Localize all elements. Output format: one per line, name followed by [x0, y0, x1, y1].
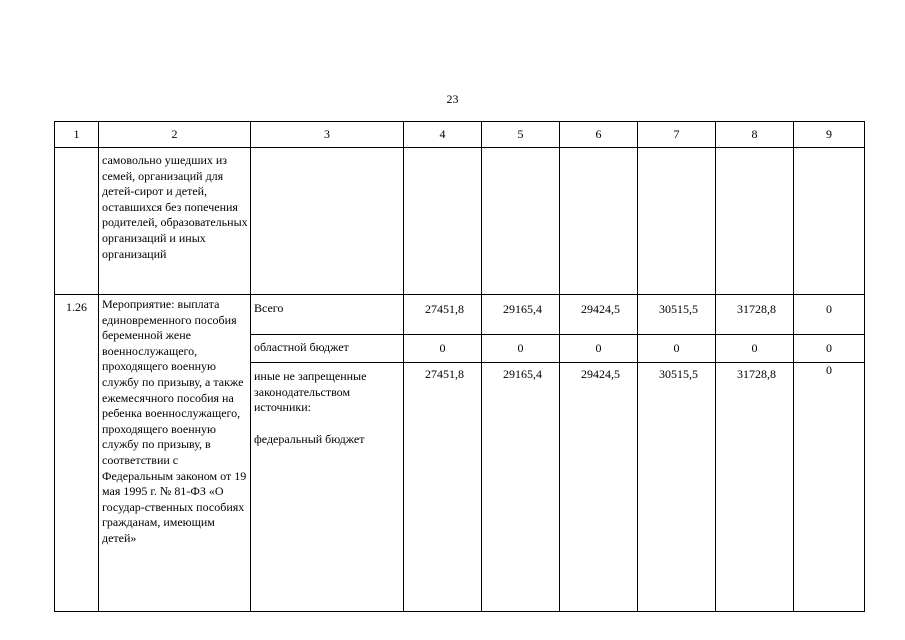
continuation-source-cell — [251, 148, 404, 295]
regional-value-col7: 0 — [638, 335, 716, 363]
continuation-description: самовольно ушедших из семей, организаций для детей-сирот и детей, оставшихся без попечения родителей, образовательных организаций и иных организаций — [99, 148, 251, 295]
total-value-col4: 27451,8 — [404, 295, 482, 335]
federal-value-col4: 27451,8 — [404, 363, 482, 612]
federal-value-col7: 30515,5 — [638, 363, 716, 612]
header-cell-8: 8 — [716, 122, 794, 148]
header-cell-7: 7 — [638, 122, 716, 148]
header-cell-5: 5 — [482, 122, 560, 148]
regional-value-col5: 0 — [482, 335, 560, 363]
item-number: 1.26 — [55, 295, 99, 612]
continuation-value-cell — [482, 148, 560, 295]
continuation-value-cell — [716, 148, 794, 295]
federal-budget-label: федеральный бюджет — [254, 431, 365, 446]
federal-value-col8: 31728,8 — [716, 363, 794, 612]
header-cell-1: 1 — [55, 122, 99, 148]
header-cell-2: 2 — [99, 122, 251, 148]
table-header-row — [55, 122, 865, 148]
regional-value-col9: 0 — [794, 335, 865, 363]
page-number: 23 — [446, 92, 459, 106]
regional-value-col6: 0 — [560, 335, 638, 363]
continuation-value-cell — [560, 148, 638, 295]
federal-value-col6: 29424,5 — [560, 363, 638, 612]
item-description: Мероприятие: выплата единовременного пособия беременной жене военнослужащего, проходящего военную службу по призыву, а также ежемесячного пособия на ребенка военнослужащего, проходящего военную службу по призыву, в соответствии с Федеральным законом от 19 мая 1995 г. № 81-ФЗ «О государ-ственных пособиях гражданам, имеющим детей» — [99, 295, 251, 612]
total-value-col9: 0 — [794, 295, 865, 335]
continuation-value-cell — [794, 148, 865, 295]
continuation-value-cell — [404, 148, 482, 295]
total-value-col6: 29424,5 — [560, 295, 638, 335]
header-cell-4: 4 — [404, 122, 482, 148]
source-regional-label: областной бюджет — [251, 335, 404, 363]
continuation-number-cell — [55, 148, 99, 295]
table-row-total — [55, 295, 865, 335]
header-cell-3: 3 — [251, 122, 404, 148]
source-other-cell — [251, 363, 404, 612]
total-value-col5: 29165,4 — [482, 295, 560, 335]
federal-value-col9: 0 — [794, 363, 865, 612]
federal-value-col5: 29165,4 — [482, 363, 560, 612]
header-cell-9: 9 — [794, 122, 865, 148]
header-cell-6: 6 — [560, 122, 638, 148]
source-total-label: Всего — [251, 295, 404, 335]
regional-value-col8: 0 — [716, 335, 794, 363]
budget-table — [54, 121, 865, 612]
total-value-col8: 31728,8 — [716, 295, 794, 335]
table-row-continuation — [55, 148, 865, 295]
total-value-col7: 30515,5 — [638, 295, 716, 335]
regional-value-col4: 0 — [404, 335, 482, 363]
continuation-value-cell — [638, 148, 716, 295]
other-sources-label: иные не запрещенные законодательством источники: — [254, 369, 367, 415]
